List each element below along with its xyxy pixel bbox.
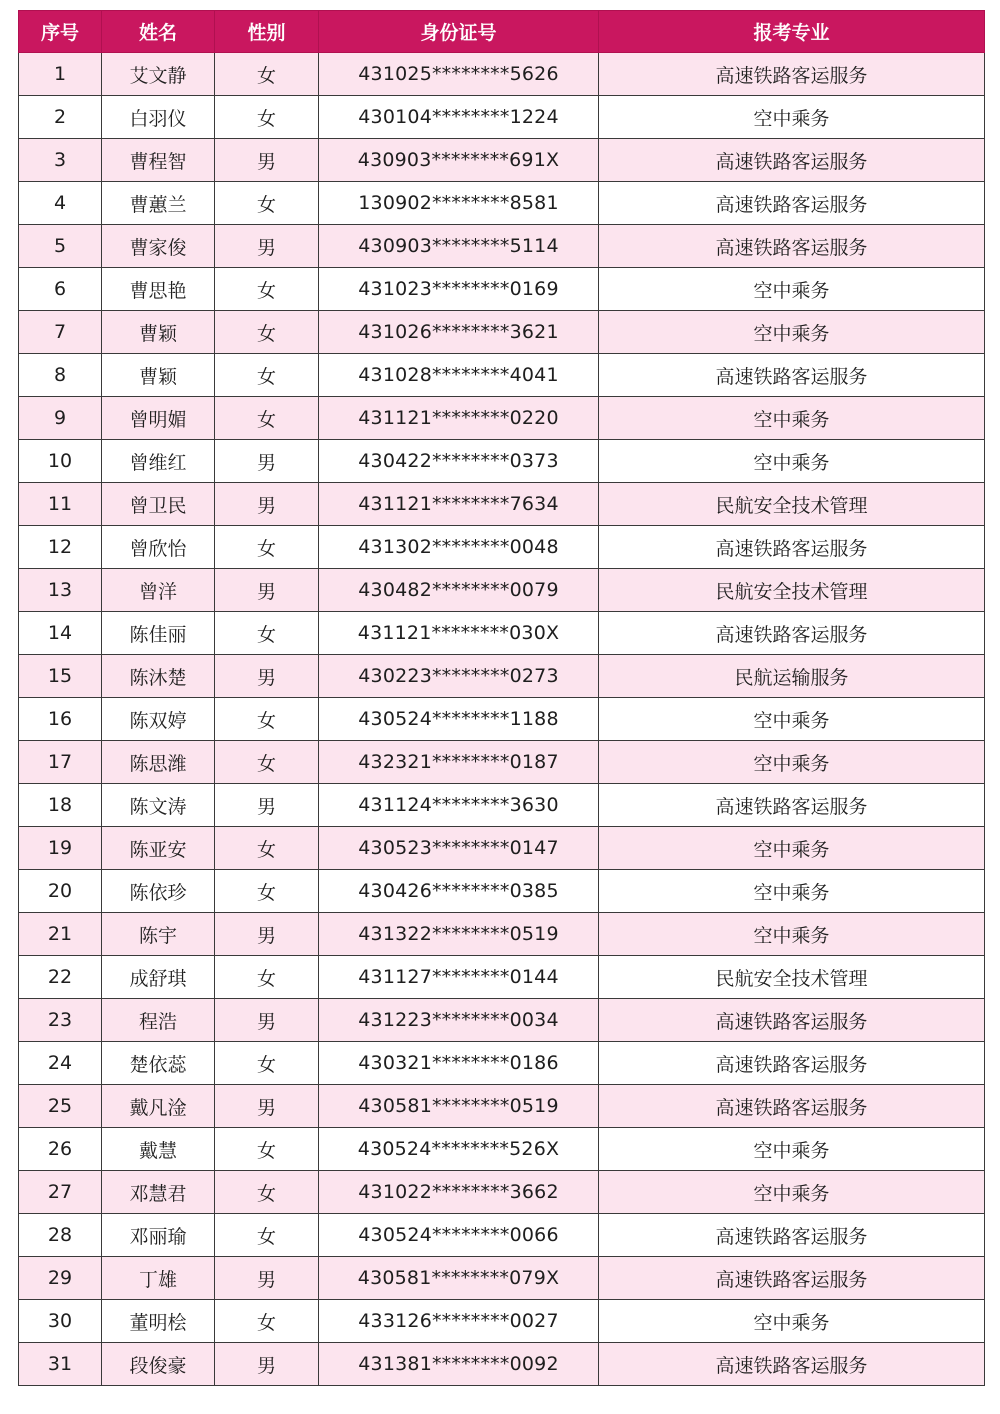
cell-serial-number: 8: [19, 354, 102, 397]
cell-id-number: 430482********0079: [319, 569, 599, 612]
table-row: [19, 1214, 985, 1257]
header-id-number: 身份证号: [319, 11, 599, 53]
cell-gender: 女: [215, 741, 319, 784]
cell-serial-number: 12: [19, 526, 102, 569]
table-row: [19, 999, 985, 1042]
cell-id-number: 430523********0147: [319, 827, 599, 870]
cell-major: 高速铁路客运服务: [599, 612, 985, 655]
table-row: [19, 397, 985, 440]
table-row: [19, 1257, 985, 1300]
cell-gender: 女: [215, 53, 319, 96]
table-row: [19, 139, 985, 182]
cell-serial-number: 24: [19, 1042, 102, 1085]
cell-serial-number: 16: [19, 698, 102, 741]
cell-major: 高速铁路客运服务: [599, 999, 985, 1042]
table-row: [19, 96, 985, 139]
cell-gender: 女: [215, 1128, 319, 1171]
cell-id-number: 430223********0273: [319, 655, 599, 698]
cell-id-number: 431121********7634: [319, 483, 599, 526]
table-row: [19, 827, 985, 870]
cell-serial-number: 17: [19, 741, 102, 784]
cell-id-number: 431028********4041: [319, 354, 599, 397]
header-gender: 性别: [215, 11, 319, 53]
cell-id-number: 430903********691X: [319, 139, 599, 182]
roster-sheet: [18, 10, 984, 1386]
header-serial-number: 序号: [19, 11, 102, 53]
cell-id-number: 430524********1188: [319, 698, 599, 741]
table-row: [19, 1343, 985, 1386]
cell-gender: 女: [215, 397, 319, 440]
cell-name: 艾文静: [102, 53, 215, 96]
table-header-row: [19, 11, 985, 53]
table-row: [19, 784, 985, 827]
cell-serial-number: 19: [19, 827, 102, 870]
cell-name: 曹家俊: [102, 225, 215, 268]
cell-serial-number: 26: [19, 1128, 102, 1171]
table-row: [19, 1300, 985, 1343]
cell-name: 董明桧: [102, 1300, 215, 1343]
cell-serial-number: 25: [19, 1085, 102, 1128]
cell-id-number: 430426********0385: [319, 870, 599, 913]
cell-id-number: 431025********5626: [319, 53, 599, 96]
cell-name: 陈思潍: [102, 741, 215, 784]
cell-major: 高速铁路客运服务: [599, 225, 985, 268]
cell-major: 高速铁路客运服务: [599, 53, 985, 96]
cell-gender: 女: [215, 182, 319, 225]
cell-gender: 女: [215, 698, 319, 741]
cell-serial-number: 27: [19, 1171, 102, 1214]
cell-name: 曾维红: [102, 440, 215, 483]
cell-major: 高速铁路客运服务: [599, 1257, 985, 1300]
cell-major: 高速铁路客运服务: [599, 784, 985, 827]
cell-id-number: 430581********079X: [319, 1257, 599, 1300]
cell-gender: 男: [215, 1343, 319, 1386]
cell-major: 高速铁路客运服务: [599, 139, 985, 182]
cell-name: 陈宇: [102, 913, 215, 956]
cell-id-number: 430321********0186: [319, 1042, 599, 1085]
table-row: [19, 225, 985, 268]
table-row: [19, 1085, 985, 1128]
cell-gender: 女: [215, 311, 319, 354]
cell-serial-number: 30: [19, 1300, 102, 1343]
table-row: [19, 870, 985, 913]
applicant-table: [18, 10, 985, 1386]
cell-major: 高速铁路客运服务: [599, 1042, 985, 1085]
table-row: [19, 956, 985, 999]
cell-serial-number: 5: [19, 225, 102, 268]
cell-gender: 女: [215, 268, 319, 311]
table-row: [19, 612, 985, 655]
cell-name: 陈亚安: [102, 827, 215, 870]
table-row: [19, 311, 985, 354]
cell-major: 民航安全技术管理: [599, 956, 985, 999]
cell-id-number: 431127********0144: [319, 956, 599, 999]
cell-major: 高速铁路客运服务: [599, 1343, 985, 1386]
cell-serial-number: 2: [19, 96, 102, 139]
cell-major: 空中乘务: [599, 741, 985, 784]
cell-serial-number: 21: [19, 913, 102, 956]
cell-major: 空中乘务: [599, 96, 985, 139]
cell-major: 高速铁路客运服务: [599, 1214, 985, 1257]
cell-gender: 女: [215, 354, 319, 397]
cell-name: 陈佳丽: [102, 612, 215, 655]
cell-gender: 男: [215, 999, 319, 1042]
cell-id-number: 431022********3662: [319, 1171, 599, 1214]
cell-gender: 男: [215, 1085, 319, 1128]
table-row: [19, 741, 985, 784]
cell-major: 空中乘务: [599, 1300, 985, 1343]
cell-id-number: 433126********0027: [319, 1300, 599, 1343]
table-row: [19, 483, 985, 526]
table-row: [19, 569, 985, 612]
cell-major: 空中乘务: [599, 913, 985, 956]
cell-name: 曹颖: [102, 354, 215, 397]
cell-id-number: 130902********8581: [319, 182, 599, 225]
cell-major: 高速铁路客运服务: [599, 526, 985, 569]
cell-major: 民航安全技术管理: [599, 569, 985, 612]
cell-name: 邓丽瑜: [102, 1214, 215, 1257]
cell-name: 曾洋: [102, 569, 215, 612]
cell-id-number: 430524********526X: [319, 1128, 599, 1171]
cell-major: 空中乘务: [599, 827, 985, 870]
cell-name: 曹蕙兰: [102, 182, 215, 225]
cell-gender: 男: [215, 784, 319, 827]
table-row: [19, 655, 985, 698]
cell-serial-number: 23: [19, 999, 102, 1042]
cell-major: 空中乘务: [599, 311, 985, 354]
cell-id-number: 431322********0519: [319, 913, 599, 956]
table-row: [19, 1042, 985, 1085]
cell-major: 空中乘务: [599, 268, 985, 311]
cell-name: 曹思艳: [102, 268, 215, 311]
cell-serial-number: 14: [19, 612, 102, 655]
table-row: [19, 53, 985, 96]
cell-major: 空中乘务: [599, 440, 985, 483]
cell-major: 空中乘务: [599, 397, 985, 440]
cell-serial-number: 11: [19, 483, 102, 526]
cell-gender: 女: [215, 956, 319, 999]
cell-id-number: 431121********0220: [319, 397, 599, 440]
cell-serial-number: 29: [19, 1257, 102, 1300]
cell-name: 戴慧: [102, 1128, 215, 1171]
table-row: [19, 440, 985, 483]
cell-gender: 女: [215, 827, 319, 870]
cell-major: 民航安全技术管理: [599, 483, 985, 526]
header-name: 姓名: [102, 11, 215, 53]
cell-name: 陈依珍: [102, 870, 215, 913]
cell-gender: 男: [215, 440, 319, 483]
cell-serial-number: 10: [19, 440, 102, 483]
cell-id-number: 431124********3630: [319, 784, 599, 827]
cell-gender: 女: [215, 96, 319, 139]
cell-name: 丁雄: [102, 1257, 215, 1300]
cell-name: 陈双婷: [102, 698, 215, 741]
cell-name: 陈沐楚: [102, 655, 215, 698]
cell-id-number: 431223********0034: [319, 999, 599, 1042]
cell-gender: 女: [215, 1300, 319, 1343]
cell-gender: 男: [215, 483, 319, 526]
cell-name: 曹颖: [102, 311, 215, 354]
cell-name: 楚依蕊: [102, 1042, 215, 1085]
cell-serial-number: 13: [19, 569, 102, 612]
cell-id-number: 430104********1224: [319, 96, 599, 139]
cell-serial-number: 18: [19, 784, 102, 827]
cell-gender: 女: [215, 612, 319, 655]
cell-name: 段俊豪: [102, 1343, 215, 1386]
cell-name: 戴凡淦: [102, 1085, 215, 1128]
cell-major: 高速铁路客运服务: [599, 1085, 985, 1128]
table-row: [19, 698, 985, 741]
cell-serial-number: 20: [19, 870, 102, 913]
cell-gender: 女: [215, 1214, 319, 1257]
cell-name: 程浩: [102, 999, 215, 1042]
cell-major: 空中乘务: [599, 698, 985, 741]
table-row: [19, 526, 985, 569]
cell-id-number: 430524********0066: [319, 1214, 599, 1257]
table-row: [19, 268, 985, 311]
cell-id-number: 431023********0169: [319, 268, 599, 311]
header-major: 报考专业: [599, 11, 985, 53]
cell-serial-number: 22: [19, 956, 102, 999]
cell-id-number: 431302********0048: [319, 526, 599, 569]
cell-serial-number: 28: [19, 1214, 102, 1257]
cell-gender: 女: [215, 1171, 319, 1214]
cell-name: 曾卫民: [102, 483, 215, 526]
cell-id-number: 430422********0373: [319, 440, 599, 483]
cell-id-number: 431121********030X: [319, 612, 599, 655]
cell-major: 空中乘务: [599, 1171, 985, 1214]
table-row: [19, 1128, 985, 1171]
cell-id-number: 430581********0519: [319, 1085, 599, 1128]
cell-name: 曾欣怡: [102, 526, 215, 569]
cell-serial-number: 9: [19, 397, 102, 440]
cell-gender: 男: [215, 913, 319, 956]
cell-serial-number: 6: [19, 268, 102, 311]
cell-gender: 女: [215, 1042, 319, 1085]
cell-name: 成舒琪: [102, 956, 215, 999]
table-row: [19, 1171, 985, 1214]
cell-major: 空中乘务: [599, 870, 985, 913]
cell-major: 空中乘务: [599, 1128, 985, 1171]
cell-gender: 女: [215, 870, 319, 913]
cell-id-number: 431026********3621: [319, 311, 599, 354]
cell-serial-number: 31: [19, 1343, 102, 1386]
cell-gender: 男: [215, 1257, 319, 1300]
cell-gender: 男: [215, 569, 319, 612]
cell-id-number: 431381********0092: [319, 1343, 599, 1386]
cell-major: 高速铁路客运服务: [599, 354, 985, 397]
cell-id-number: 432321********0187: [319, 741, 599, 784]
cell-gender: 男: [215, 655, 319, 698]
cell-major: 高速铁路客运服务: [599, 182, 985, 225]
cell-major: 民航运输服务: [599, 655, 985, 698]
cell-gender: 男: [215, 225, 319, 268]
cell-name: 白羽仪: [102, 96, 215, 139]
cell-serial-number: 7: [19, 311, 102, 354]
table-row: [19, 354, 985, 397]
cell-gender: 女: [215, 526, 319, 569]
cell-name: 邓慧君: [102, 1171, 215, 1214]
cell-id-number: 430903********5114: [319, 225, 599, 268]
cell-name: 陈文涛: [102, 784, 215, 827]
cell-name: 曹程智: [102, 139, 215, 182]
cell-serial-number: 4: [19, 182, 102, 225]
cell-serial-number: 1: [19, 53, 102, 96]
cell-gender: 男: [215, 139, 319, 182]
table-row: [19, 913, 985, 956]
cell-serial-number: 3: [19, 139, 102, 182]
cell-serial-number: 15: [19, 655, 102, 698]
table-body: [19, 53, 985, 1386]
table-row: [19, 182, 985, 225]
cell-name: 曾明媚: [102, 397, 215, 440]
